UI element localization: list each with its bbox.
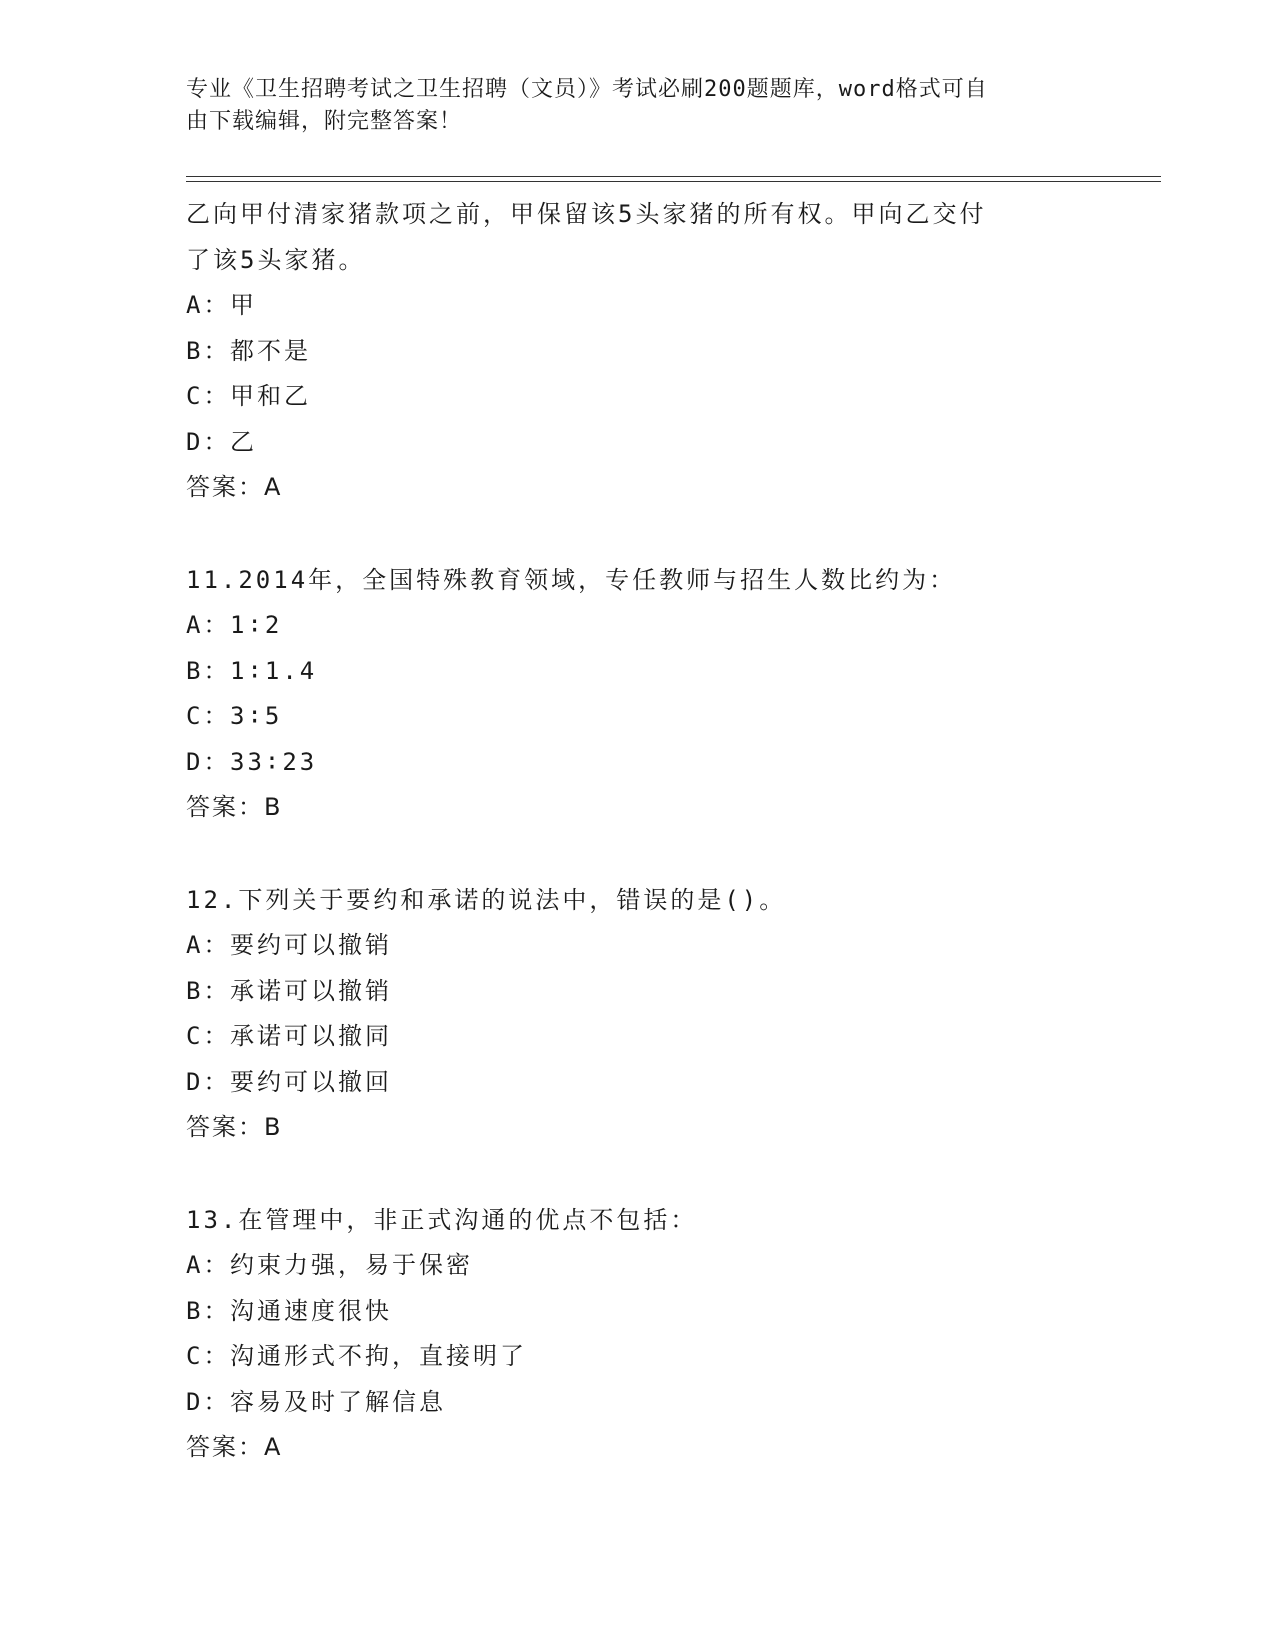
option-c (186, 374, 1086, 420)
option-letter: A： (186, 611, 231, 639)
answer-line: 答案：A (186, 1433, 283, 1461)
option-d (186, 740, 1086, 786)
option-d (186, 1060, 1086, 1106)
option-a (186, 283, 1086, 329)
option-d (186, 1380, 1086, 1426)
question-stem-continued-line-2: 了该5头家猪。 (186, 245, 366, 274)
option-text: 要约可以撤回 (230, 1067, 392, 1096)
document-header (186, 74, 1066, 138)
question-block-continued (186, 192, 1086, 511)
header-divider-top (186, 176, 1161, 177)
option-letter: D： (186, 747, 231, 776)
option-a (186, 603, 1086, 649)
option-text: 沟通形式不拘，直接明了 (230, 1342, 527, 1370)
option-text: 要约可以撤销 (230, 931, 392, 959)
answer-line: 答案：B (186, 793, 283, 821)
option-text: 容易及时了解信息 (230, 1387, 446, 1416)
option-text: 约束力强，易于保密 (230, 1251, 473, 1279)
option-letter: B： (186, 656, 231, 685)
question-stem: 12.下列关于要约和承诺的说法中，错误的是()。 (186, 885, 787, 914)
option-letter: C： (186, 382, 231, 410)
header-line-1: 专业《卫生招聘考试之卫生招聘（文员）》考试必刷200题题库，word格式可自 (186, 77, 988, 102)
option-text: 都不是 (230, 336, 311, 365)
option-text: 3∶5 (230, 702, 283, 730)
option-text: 承诺可以撤销 (230, 976, 392, 1005)
option-letter: D： (186, 1387, 231, 1416)
option-b (186, 649, 1086, 695)
option-letter: A： (186, 291, 231, 319)
option-letter: A： (186, 931, 231, 959)
question-spacer (186, 511, 1086, 558)
option-letter: C： (186, 1342, 231, 1370)
option-text: 甲 (230, 291, 257, 319)
option-b (186, 969, 1086, 1015)
answer-line: 答案：B (186, 1113, 283, 1141)
option-letter: B： (186, 976, 231, 1005)
option-c (186, 1014, 1086, 1060)
option-letter: C： (186, 702, 231, 730)
question-block-11 (186, 558, 1086, 831)
option-c (186, 694, 1086, 740)
option-letter: A： (186, 1251, 231, 1279)
header-divider-bottom (186, 181, 1161, 182)
option-c (186, 1334, 1086, 1380)
option-letter: C： (186, 1022, 231, 1050)
question-spacer (186, 831, 1086, 878)
option-text: 甲和乙 (230, 382, 311, 410)
option-letter: B： (186, 1296, 231, 1325)
option-letter: B： (186, 336, 231, 365)
option-letter: D： (186, 1067, 231, 1096)
question-block-13 (186, 1198, 1086, 1471)
header-line-2: 由下载编辑，附完整答案！ (186, 109, 463, 134)
answer-line: 答案：A (186, 473, 283, 501)
option-text: 33∶23 (230, 747, 318, 776)
question-spacer (186, 1151, 1086, 1198)
option-letter: D： (186, 427, 231, 456)
question-stem: 13.在管理中，非正式沟通的优点不包括： (186, 1205, 698, 1234)
option-d (186, 420, 1086, 466)
document-body (186, 192, 1086, 1471)
option-text: 承诺可以撤同 (230, 1022, 392, 1050)
question-stem: 11.2014年，全国特殊教育领域，专任教师与招生人数比约为： (186, 565, 957, 594)
option-text: 1∶1.4 (230, 656, 318, 685)
option-a (186, 923, 1086, 969)
option-text: 沟通速度很快 (230, 1296, 392, 1325)
question-block-12 (186, 878, 1086, 1151)
option-b (186, 329, 1086, 375)
option-b (186, 1289, 1086, 1335)
option-text: 乙 (230, 427, 257, 456)
option-a (186, 1243, 1086, 1289)
question-stem-continued-line-1: 乙向甲付清家猪款项之前，甲保留该5头家猪的所有权。甲向乙交付 (186, 200, 987, 228)
option-text: 1∶2 (230, 611, 283, 639)
